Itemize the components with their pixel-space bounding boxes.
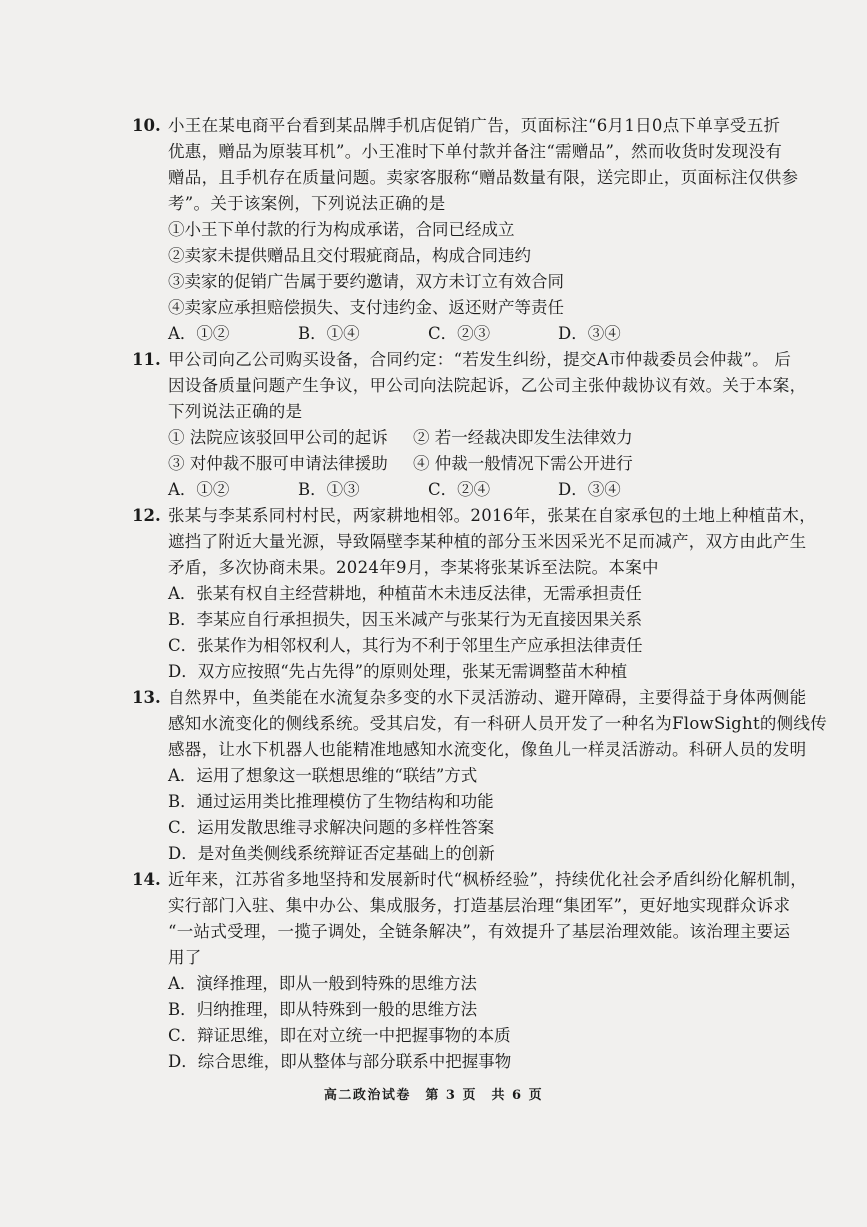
stem-line: 因设备质量问题产生争议，甲公司向法院起诉，乙公司主张仲裁协议有效。关于本案， [168,376,807,395]
option-b: B．李某应自行承担损失，因玉米减产与张某行为无直接因果关系 [168,610,643,629]
stem-line: 张某与李某系同村村民，两家耕地相邻。2016年，张某在自家承包的土地上种植苗木， [168,506,816,525]
statement-row [168,425,792,451]
option-b: B．通过运用类比推理模仿了生物结构和功能 [168,792,494,811]
option-d: D．双方应按照“先占先得”的原则处理，张某无需调整苗木种植 [168,662,628,681]
statement: ③ 对仲裁不服可申请法律援助 [168,454,388,473]
statement: ③卖家的促销广告属于要约邀请，双方未订立有效合同 [168,272,564,291]
question-10 [132,113,799,347]
option-c: C．运用发散思维寻求解决问题的多样性答案 [168,818,495,837]
question-number: 11. [132,350,161,369]
stem-line: 遮挡了附近大量光源，导致隔壁李某种植的部分玉米因采光不足而减产，双方由此产生 [168,532,807,551]
question-11 [132,347,807,503]
choice-d: D．③④ [558,324,621,343]
stem-line: 自然界中，鱼类能在水流复杂多变的水下灵活游动、避开障碍，主要得益于身体两侧能 [168,688,807,707]
option-d: D．综合思维，即从整体与部分联系中把握事物 [168,1052,512,1071]
choice-d: D．③④ [558,480,621,499]
question-number: 13. [132,688,161,707]
page-footer: 高二政治试卷 第 3 页 共 6 页 [323,1088,544,1103]
statement: ①小王下单付款的行为构成承诺，合同已经成立 [168,220,515,239]
stem-line: 下列说法正确的是 [168,402,303,421]
question-number: 12. [132,506,161,525]
stem-line: 近年来，江苏省多地坚持和发展新时代“枫桥经验”，持续优化社会矛盾纠纷化解机制， [168,870,808,889]
question-number: 14. [132,870,161,889]
question-14 [132,867,808,1075]
question-list [132,113,828,1075]
choice-b: B．①③ [298,480,360,499]
choice-b: B．①④ [298,324,360,343]
option-a: A．张某有权自主经营耕地，种植苗木未违反法律，无需承担责任 [168,584,642,603]
choice-c: C．②③ [428,324,491,343]
stem-line: 矛盾，多次协商未果。2024年9月，李某将张某诉至法院。本案中 [168,558,659,577]
answer-choices [168,321,792,347]
stem-line: 考”。关于该案例，下列说法正确的是 [168,194,446,213]
statement: ① 法院应该驳回甲公司的起诉 [168,428,388,447]
answer-choices [168,477,792,503]
option-a: A．运用了想象这一联想思维的“联结”方式 [168,766,478,785]
statement: ④卖家应承担赔偿损失、支付违约金、返还财产等责任 [168,298,564,317]
option-c: C．辩证思维，即在对立统一中把握事物的本质 [168,1026,511,1045]
stem-line: 用了 [168,948,202,967]
statement: ④ 仲裁一般情况下需公开进行 [413,454,633,473]
choice-a: A．①② [168,480,230,499]
choice-c: C．②④ [428,480,491,499]
option-a: A．演绎推理，即从一般到特殊的思维方法 [168,974,477,993]
stem-line: 甲公司向乙公司购买设备，合同约定：“若发生纠纷，提交A市仲裁委员会仲裁”。 后 [168,350,792,369]
stem-line: 赠品，且手机存在质量问题。卖家客服称“赠品数量有限，送完即止，页面标注仅供参 [168,168,799,187]
stem-line: 小王在某电商平台看到某品牌手机店促销广告，页面标注“6月1日0点下单享受五折 [168,116,781,135]
stem-line: 优惠，赠品为原装耳机”。小王准时下单付款并备注“需赠品”，然而收货时发现没有 [168,142,783,161]
stem-line: 实行部门入驻、集中办公、集成服务，打造基层治理“集团军”，更好地实现群众诉求 [168,896,791,915]
stem-line: 感知水流变化的侧线系统。受其启发，有一科研人员开发了一种名为FlowSight的侧线传 [168,714,828,733]
stem-line: 感器，让水下机器人也能精准地感知水流变化，像鱼儿一样灵活游动。科研人员的发明 [168,740,807,759]
statement-row [168,451,792,477]
option-d: D．是对鱼类侧线系统辩证否定基础上的创新 [168,844,495,863]
statement: ②卖家未提供赠品且交付瑕疵商品，构成合同违约 [168,246,531,265]
question-12 [132,503,816,685]
stem-line: “一站式受理，一揽子调处，全链条解决”，有效提升了基层治理效能。该治理主要运 [168,922,791,941]
option-b: B．归纳推理，即从特殊到一般的思维方法 [168,1000,478,1019]
question-13 [132,685,828,867]
option-c: C．张某作为相邻权利人，其行为不利于邻里生产应承担法律责任 [168,636,643,655]
question-number: 10. [132,116,161,135]
choice-a: A．①② [168,324,230,343]
statement: ② 若一经裁决即发生法律效力 [413,428,633,447]
